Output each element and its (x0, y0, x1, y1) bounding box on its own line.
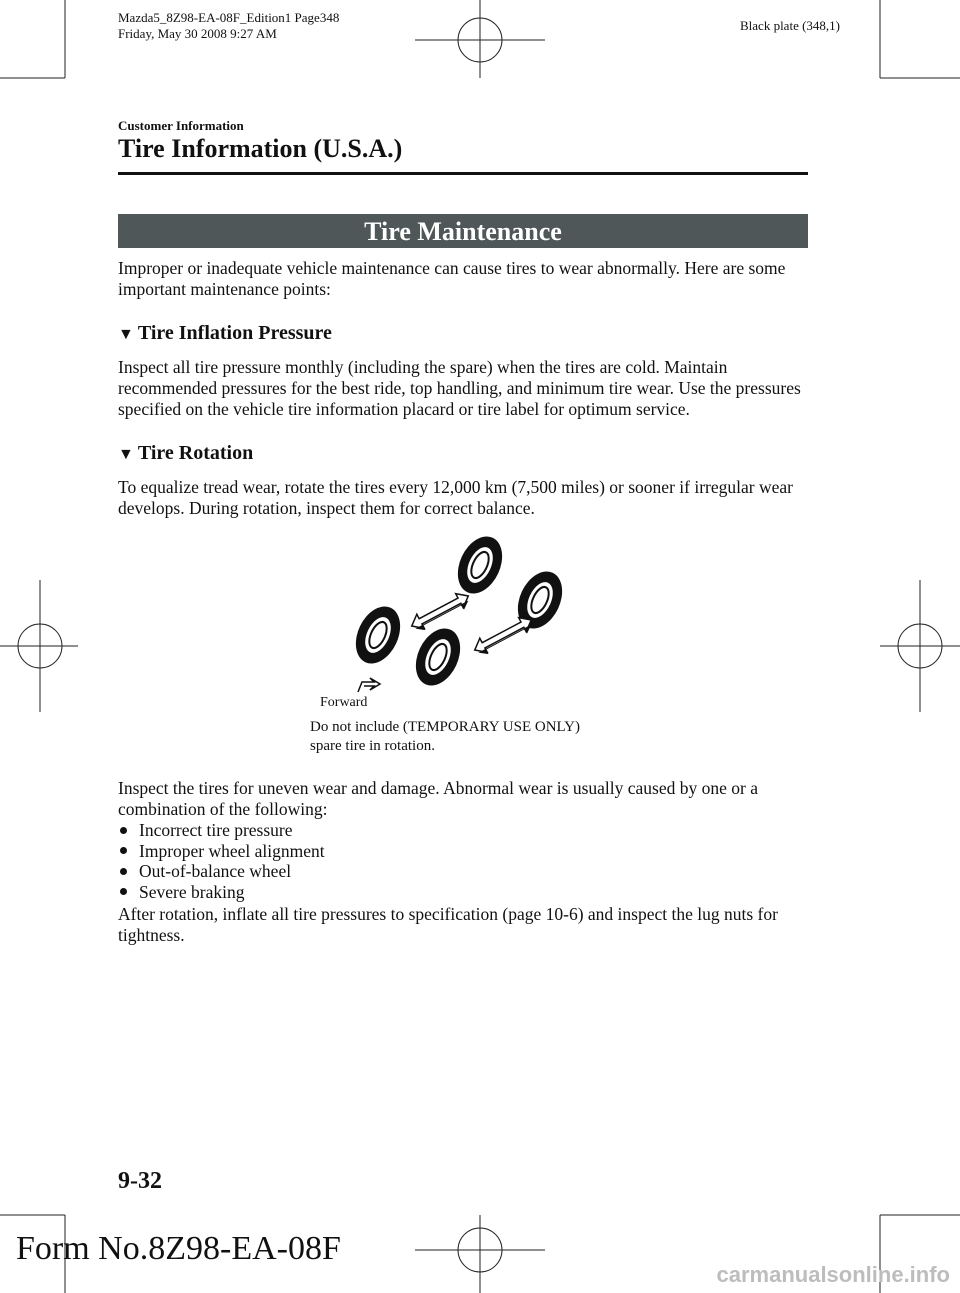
title-rule (118, 172, 808, 175)
tire-front-left (347, 599, 409, 670)
list-item: Incorrect tire pressure (120, 820, 325, 841)
after-rotation-paragraph: After rotation, inflate all tire pressures to specification (page 10-6) and inspect the lug nuts for tightness. (118, 904, 778, 945)
section-label: Customer Information (118, 118, 244, 133)
intro-paragraph: Improper or inadequate vehicle maintenance can cause tires to wear abnormally. Here are some important maintenance points: (118, 258, 786, 299)
form-number: Form No.8Z98-EA-08F (16, 1230, 341, 1267)
double-arrow-icon (408, 589, 473, 635)
rotation-heading-text: Tire Rotation (137, 442, 254, 464)
list-item: Improper wheel alignment (120, 841, 325, 862)
caption-line-1: Do not include (TEMPORARY USE ONLY) (310, 719, 581, 735)
figure-caption (310, 718, 580, 756)
bullet-icon (120, 827, 127, 834)
list-item: Out-of-balance wheel (120, 861, 325, 882)
file-line: Mazda5_8Z98-EA-08F_Edition1 Page348 (118, 10, 340, 25)
plate-label: Black plate (348,1) (740, 18, 840, 33)
watermark: carmanualsonline.info (716, 1262, 950, 1287)
inspect-paragraph: Inspect the tires for uneven wear and damage. Abnormal wear is usually caused by one or a combination of the following: (118, 778, 758, 819)
rotation-paragraph: To equalize tread wear, rotate the tires every 12,000 km (7,500 miles) or sooner if irregular wear develops. During rotation, inspect them for correct balance. (118, 477, 793, 518)
forward-arrow-icon (356, 676, 382, 696)
tire-front-right (407, 621, 469, 692)
forward-label: Forward (320, 695, 368, 710)
print-meta (118, 10, 339, 42)
bullet-icon (120, 847, 127, 854)
page-number: 9-32 (118, 1168, 162, 1194)
inflation-heading-text: Tire Inflation Pressure (137, 322, 332, 344)
caption-line-2: spare tire in rotation. (310, 738, 435, 754)
triangle-down-icon: ▼ (118, 326, 134, 343)
inflation-paragraph: Inspect all tire pressure monthly (including the spare) when the tires are cold. Maintain recommended pressures for the best ride, top handling, and minimum tire wear. Use the pressures specified on the vehicle tire information placard or tire label for optimum service. (118, 357, 801, 419)
inflation-heading (118, 322, 332, 345)
rotation-heading (118, 442, 253, 465)
page-title: Tire Information (U.S.A.) (118, 134, 403, 163)
date-line: Friday, May 30 2008 9:27 AM (118, 26, 277, 41)
double-arrow-icon (471, 613, 536, 659)
bullet-icon (120, 888, 127, 895)
tire-rear-left (449, 535, 511, 601)
causes-list (120, 820, 325, 902)
list-item: Severe braking (120, 882, 325, 903)
bullet-icon (120, 868, 127, 875)
tire-rotation-diagram (340, 535, 580, 695)
triangle-down-icon: ▼ (118, 446, 134, 463)
section-banner: Tire Maintenance (118, 214, 808, 248)
